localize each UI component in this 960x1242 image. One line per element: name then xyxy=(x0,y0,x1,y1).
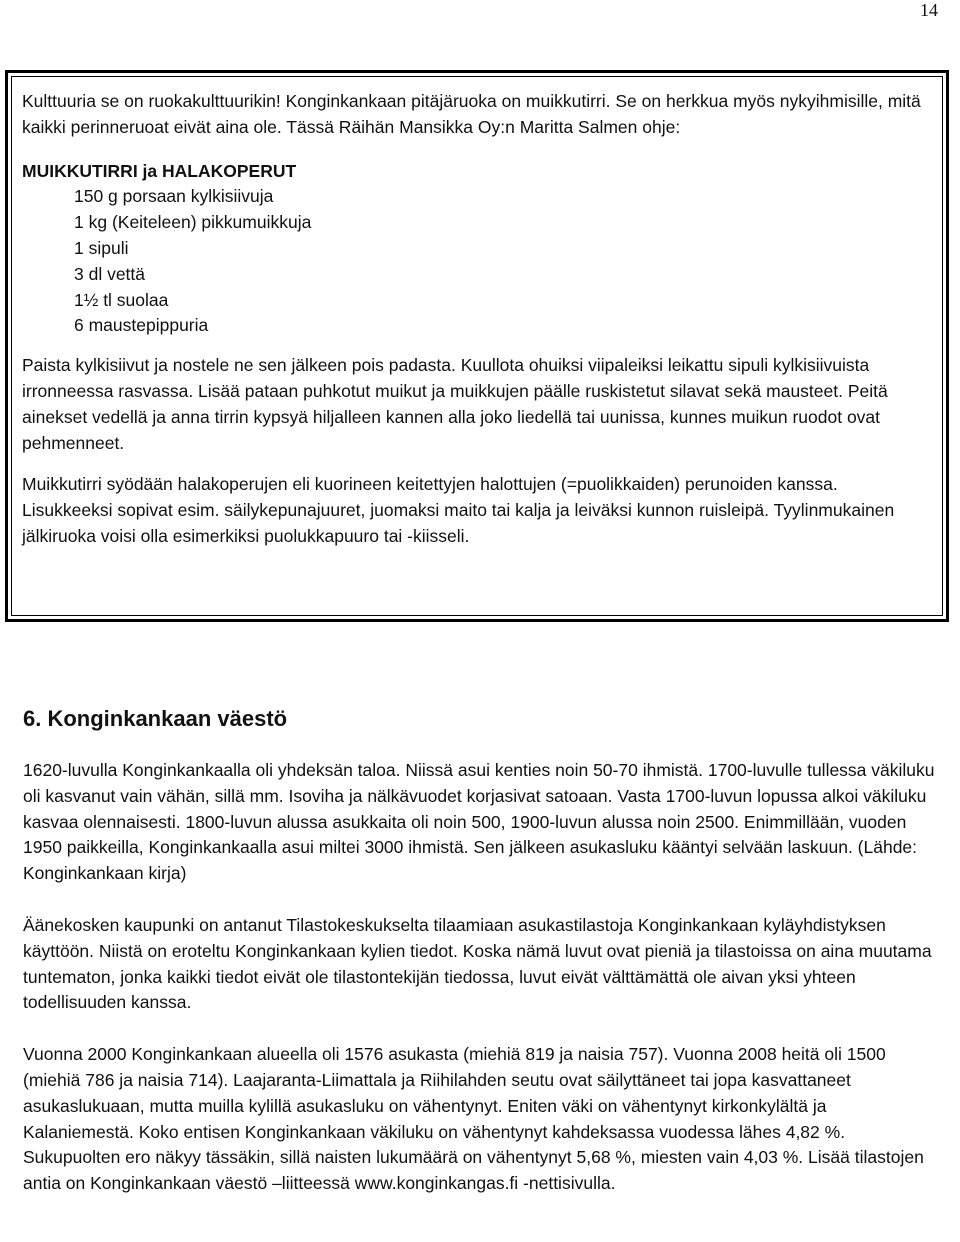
recipe-intro: Kulttuuria se on ruokakulttuurikin! Konginkankaan pitäjäruoka on muikkutirri. Se on herkkua myös nykyihmisille, mitä kaikki perinneruoat eivät aina ole. Tässä Räihän Mansikka Oy:n Maritta Salmen ohje: xyxy=(22,91,921,137)
population-change-paragraph: Vuonna 2000 Konginkankaan alueella oli 1576 asukasta (miehiä 819 ja naisia 757). Vuonna 2008 heitä oli 1500 (miehiä 786 ja naisia 714). Laajaranta-Liimattala ja Riihilahden seutu ovat säilyttäneet tai jopa kasvattaneet asukaslukuaan, mutta muilla kylillä asukasluku on vähentynyt. Eniten väki on vähentynyt kirkonkylältä ja Kalaniemestä. Koko entisen Konginkankaan väkiluku on vähentynyt kahdeksassa vuodessa lähes 4,82 %. Sukupuolten ero näkyy tässäkin, sillä naisten lukumäärä on vähentynyt 5,68 %, miesten vain 4,03 %. Lisää tilastojen antia on Konginkankaan väestö –liitteessä www.konginkangas.fi -nettisivulla. xyxy=(23,1044,924,1194)
ingredient-item: 3 dl vettä xyxy=(74,263,146,284)
ingredient-item: 6 maustepippuria xyxy=(74,315,209,336)
ingredient-item: 1 sipuli xyxy=(74,237,129,258)
recipe-box xyxy=(5,70,949,622)
ingredient-item: 1 kg (Keiteleen) pikkumuikkuja xyxy=(74,212,312,233)
history-paragraph: 1620-luvulla Konginkankaalla oli yhdeksän taloa. Niissä asui kenties noin 50-70 ihmistä. 1700-luvulle tullessa väkiluku oli kasvanut vain vähän, sillä mm. Isoviha ja nälkävuodet korjasivat satoaan. Vasta 1700-luvun lopussa alkoi väkiluku kasvaa olennaisesti. 1800-luvun alussa asukkaita oli noin 500, 1900-luvun alussa noin 2500. Enimmillään, vuoden 1950 paikkeilla, Konginkankaalla asui miltei 3000 ihmistä. Sen jälkeen asukasluku kääntyi selvään laskuun. (Lähde: Konginkankaan kirja) xyxy=(23,760,935,884)
population-section xyxy=(23,704,941,1197)
section-heading: 6. Konginkankaan väestö xyxy=(23,706,288,731)
ingredient-list xyxy=(22,184,932,339)
ingredient-item: 1½ tl suolaa xyxy=(74,289,169,310)
page-number: 14 xyxy=(920,0,938,20)
recipe-title: MUIKKUTIRRI ja HALAKOPERUT xyxy=(22,160,297,181)
recipe-serving: Muikkutirri syödään halakoperujen eli kuorineen keitettyjen halottujen (=puolikkaiden) perunoiden kanssa. Lisukkeeksi sopivat esim. säilykepunajuuret, juomaksi maito tai kalja ja leiväksi kunnon ruisleipä. Tyylinmukainen jälkiruoka voisi olla esimerkiksi puolukkapuuro tai -kiisseli. xyxy=(22,474,895,546)
recipe-box-inner xyxy=(11,76,943,616)
statistics-source-paragraph: Äänekosken kaupunki on antanut Tilastokeskukselta tilaamiaan asukastilastoja Konginkankaan kyläyhdistyksen käyttöön. Niistä on eroteltu Konginkankaan kylien tiedot. Koska nämä luvut ovat pieniä ja tilastoissa on aina muutama tuntematon, jonka kaikki tiedot eivät ole tilastontekijän tiedossa, luvut eivät välttämättä ole aivan yksi yhteen todellisuuden kanssa. xyxy=(23,914,932,1013)
recipe-method: Paista kylkisiivut ja nostele ne sen jälkeen pois padasta. Kuullota ohuiksi viipaleiksi leikattu sipuli kylkisiivuista irronneessa rasvassa. Lisää pataan puhkotut muikut ja muikkujen päälle ruskistetut silavat sekä mausteet. Peitä ainekset vedellä ja anna tirrin kypsyä hiljalleen kannen alla joko liedellä tai uunissa, kunnes muikun ruodot ovat pehmenneet. xyxy=(22,355,888,453)
ingredient-item: 150 g porsaan kylkisiivuja xyxy=(74,186,274,207)
